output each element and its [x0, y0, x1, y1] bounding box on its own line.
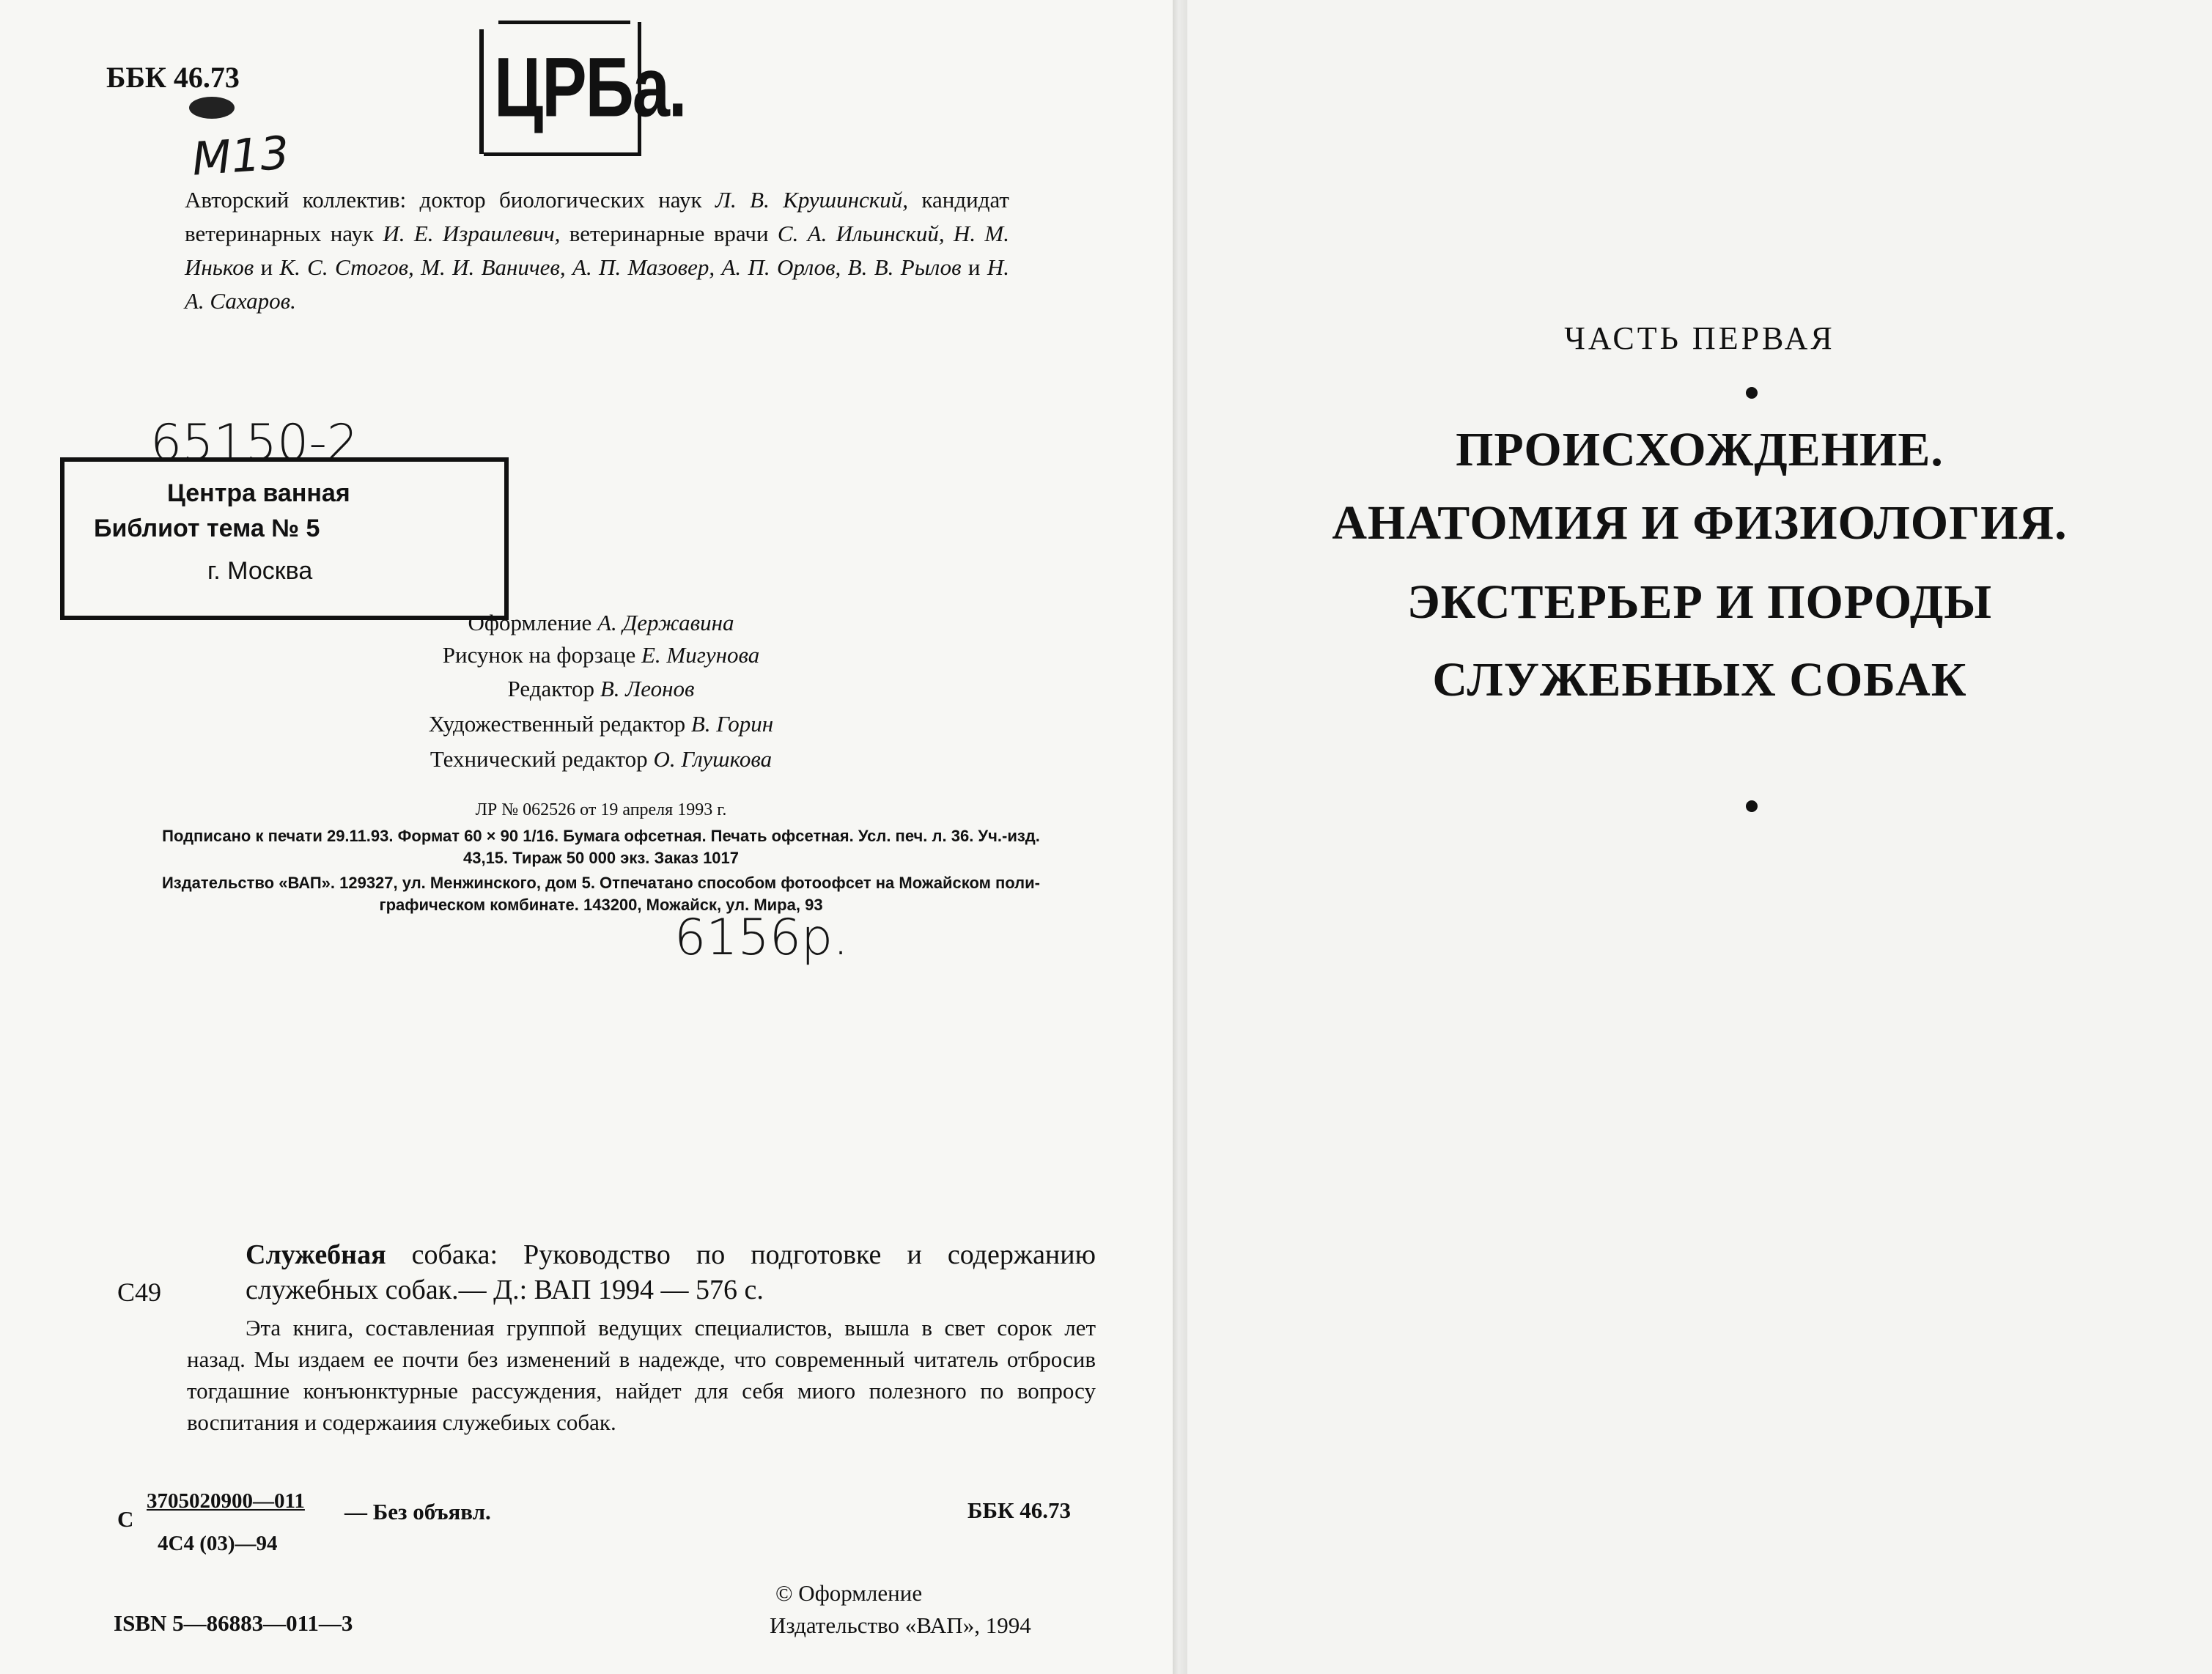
annotation: Эта книга, составлениая группой ведущих специалистов, вышла в свет сорок лет назад. Мы издаем ее почти без изменений в надежде, что современный читатель отбросив тогдашние конъюнктурные рассуждения, найдет для себя миого полезного по вопросу воспитания и содержаиия служебиых собак. [187, 1315, 1096, 1435]
classification-code: С49 [117, 1277, 162, 1307]
credit-editor [308, 676, 894, 702]
credit-role: Оформление [468, 610, 598, 635]
author-names: С. А. Ильинский, Н. М. Иньков [185, 221, 1009, 280]
title-line-2: АНАТОМИЯ И ФИЗИОЛОГИЯ. [1332, 496, 2068, 550]
copyright-line-2: Издательство «ВАП», 1994 [770, 1612, 1031, 1638]
credit-art-editor [308, 711, 894, 737]
credit-name: Е. Мигунова [641, 642, 760, 668]
authors-block [185, 183, 1009, 318]
library-stamp-line-3: г. Москва [207, 557, 313, 585]
book-gutter [1173, 0, 1187, 1674]
library-stamp-line-2: Библиот тема № 5 [94, 515, 320, 542]
print-info-line-2: 43,15. Тираж 50 000 экз. Заказ 1017 [462, 849, 740, 867]
bbk-index-top: ББК 46.73 [106, 61, 240, 94]
authors-text: ветеринарные врачи [560, 221, 778, 246]
bibliographic-entry [246, 1237, 1096, 1308]
print-info-line-1: Подписано к печати 29.11.93. Формат 60 × 90 1/16. Бумага офсетная. Печать офсетная. Усл. печ. л. 36. Уч.-изд. [162, 827, 1040, 845]
biblio-text: собака: Руководство по подготовке и содержанию служебных собак.— Д.: ВАП 1994 — 576 с. [246, 1239, 1096, 1305]
credit-name: В. Леонов [600, 676, 695, 701]
biblio-title-bold: Служебная [246, 1239, 386, 1270]
handwritten-code: М13 [190, 125, 291, 186]
code-number: 3705020900—011 [147, 1489, 305, 1513]
credit-design [308, 610, 894, 636]
authors-text: кандидат ветеринарных наук [185, 187, 1009, 246]
stamp-border [479, 29, 484, 154]
bullet-dot [1746, 800, 1758, 812]
authors-text: и [961, 254, 987, 280]
credit-role: Художественный редактор [428, 711, 691, 737]
handwritten-price: 6156р. [674, 909, 849, 967]
part-label: ЧАСТЬ ПЕРВАЯ [1564, 320, 1835, 356]
crba-stamp-text: ЦРБа. [494, 41, 686, 135]
credit-role: Технический редактор [430, 746, 654, 772]
publisher-line-1: Издательство «ВАП». 129327, ул. Менжинского, дом 5. Отпечатано способом фотоофсет на Можайском поли- [161, 874, 1041, 892]
credit-name: О. Глушкова [653, 746, 773, 772]
bullet-dot [1746, 387, 1758, 399]
author-name: Н. А. Сахаров. [185, 254, 1010, 314]
publisher-line-2: графическом комбинате. 143200, Можайск, ул. Мира, 93 [379, 896, 823, 914]
credit-name: А. Державина [597, 610, 734, 635]
license-number: ЛР № 062526 от 19 апреля 1993 г. [475, 800, 727, 819]
handwritten-inventory-number: 65150-2 [150, 414, 359, 472]
copyright-line-1: © Оформление [775, 1580, 923, 1606]
ink-blot [189, 97, 235, 119]
library-stamp [60, 457, 509, 620]
bbk-index-bottom: ББК 46.73 [967, 1497, 1071, 1523]
credit-name: В. Горин [690, 711, 774, 737]
credit-role: Рисунок на форзаце [442, 642, 641, 668]
library-stamp-line-1: Центра ванная [167, 479, 350, 507]
title-line-4: СЛУЖЕБНЫХ СОБАК [1432, 653, 1967, 707]
title-line-3: ЭКСТЕРЬЕР И ПОРОДЫ [1407, 575, 1993, 629]
credit-role: Редактор [507, 676, 600, 701]
stamp-border-top [498, 21, 630, 24]
right-page [1187, 0, 2212, 1674]
code-tail: — Без объявл. [344, 1499, 491, 1524]
crba-stamp [484, 22, 686, 156]
authors-text: и [254, 254, 280, 280]
code-number-2: 4С4 (03)—94 [158, 1532, 278, 1555]
title-line-1: ПРОИСХОЖДЕНИЕ. [1456, 423, 1944, 476]
author-name: Л. В. Крушинский, [715, 187, 908, 213]
author-names: К. С. Стогов, М. И. Ваничев, А. П. Мазовер, А. П. Орлов, В. В. Рылов [279, 254, 962, 280]
credit-endpaper [308, 642, 894, 668]
credit-tech-editor [308, 746, 894, 773]
author-name: И. Е. Израилевич, [383, 221, 561, 246]
authors-prefix: Авторский коллектив: доктор биологических наук [185, 187, 715, 213]
isbn: ISBN 5—86883—011—3 [114, 1610, 353, 1636]
code-letter: С [117, 1506, 134, 1532]
